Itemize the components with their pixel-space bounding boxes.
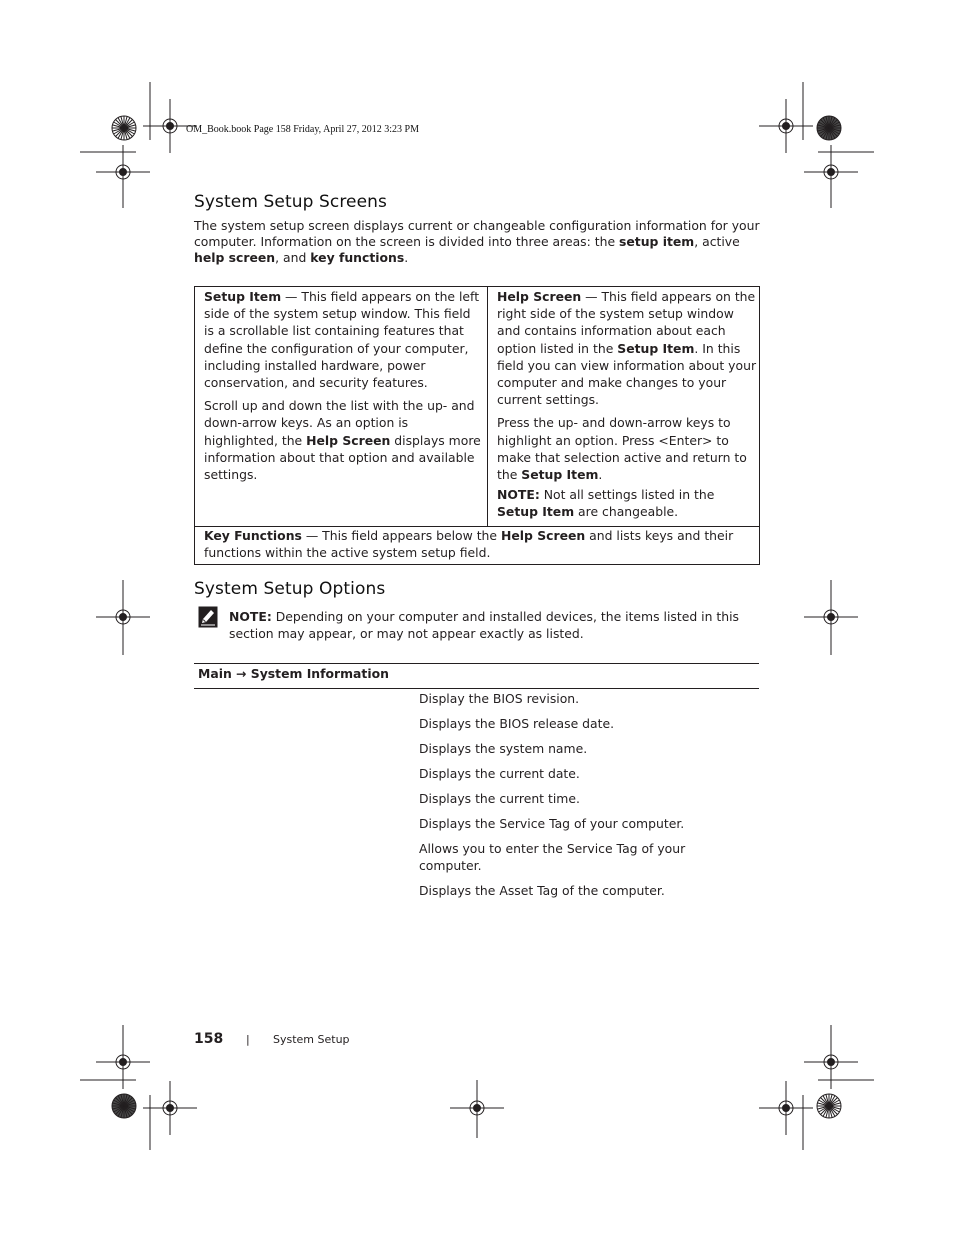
print-header: OM_Book.book Page 158 Friday, April 27, 2012 3:23 PM — [186, 124, 419, 135]
list-item: Displays the system name. — [419, 741, 588, 756]
setup-screens-table — [194, 286, 760, 565]
table-rule-top — [194, 663, 759, 664]
setup-item-cell: Setup Item — This field appears on the left side of the system setup window. This field is a scrollable list containing features that define the configuration of your computer, including installed hardware, power conservation, and security features. Scroll up and down the list with the up- and down-arrow keys. As an option is highlighted, the Help Screen displays more information about that option and available settings. — [204, 289, 481, 483]
section-heading-setup-screens — [194, 192, 387, 212]
list-item: Display the BIOS revision. — [419, 691, 580, 706]
section-title: System Setup Options — [194, 579, 386, 599]
options-list — [419, 690, 719, 907]
section-heading-setup-options — [194, 579, 385, 599]
list-item: Displays the current time. — [419, 791, 580, 806]
table-rule-header — [194, 688, 759, 689]
table-divider — [487, 287, 488, 526]
footer-separator: | — [246, 1033, 250, 1046]
note-text: NOTE: Depending on your computer and installed devices, the items listed in this section may appear, or may not appear exactly as listed. — [229, 609, 739, 641]
page-title: System Setup Screens — [194, 192, 387, 212]
intro-paragraph: The system setup screen displays current or changeable configuration information for your computer. Information on the screen is divided into three areas: the setup item, active help screen, and key functions. — [194, 218, 760, 265]
help-screen-cell: Help Screen — This field appears on the right side of the system setup window and contains information about each option listed in the Setup Item. In this field you can view information about your computer and make changes to your current settings. Press the up- and down-arrow keys to highlight an option. Press <Enter> to make that selection active and return to the Setup Item. NOTE: Not all settings listed in the Setup Item are changeable. — [497, 289, 757, 520]
list-item: Displays the BIOS release date. — [419, 716, 615, 731]
key-functions-cell: Key Functions — This field appears below the Help Screen and lists keys and their functions within the active system setup field. — [204, 528, 734, 561]
list-item: Displays the current date. — [419, 766, 580, 781]
options-table-header: Main → System Information — [198, 666, 389, 681]
pencil-note-icon — [198, 606, 218, 628]
list-item: Allows you to enter the Service Tag of your computer. — [419, 841, 686, 873]
list-item: Displays the Asset Tag of the computer. — [419, 883, 665, 898]
list-item: Displays the Service Tag of your computer. — [419, 816, 685, 831]
footer-chapter: System Setup — [273, 1033, 350, 1046]
page-number: 158 — [194, 1031, 224, 1047]
